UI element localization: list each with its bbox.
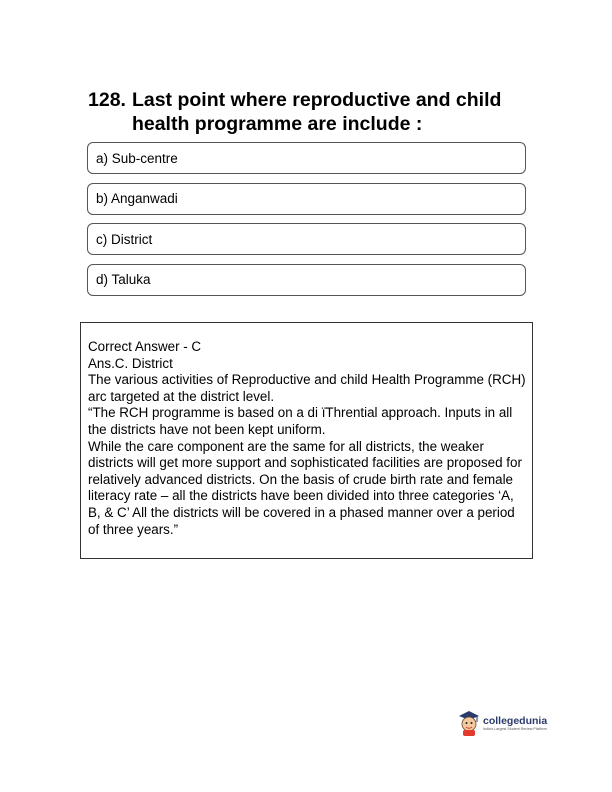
option-d[interactable] [87,264,526,296]
explanation-paragraph: “The RCH programme is based on a di ïThrential approach. Inputs in all the districts have not been kept uniform. [88,405,513,437]
option-label: b) Anganwadi [96,191,178,206]
answer-line: Ans.C. District [88,355,173,371]
option-b[interactable] [87,183,526,215]
options-list [87,142,526,304]
question-number: 128. [88,89,126,111]
question-title [88,88,528,136]
option-c[interactable] [87,223,526,255]
option-label: d) Taluka [96,272,151,287]
mascot-icon [458,710,480,736]
answer-explanation-box [80,322,533,559]
logo-tagline: India's Largest Student Review Platform [483,726,547,731]
option-label: c) District [96,231,153,247]
option-a[interactable] [87,142,526,174]
collegedunia-logo [458,708,573,738]
option-label: a) Sub-centre [96,150,178,166]
question-text: Last point where reproductive and child health programme are include : [131,89,502,135]
correct-answer-line: Correct Answer - C [88,339,202,354]
explanation-paragraph: The various activities of Reproductive and child Health Programme (RCH) arc targeted at the district level. [88,372,526,404]
explanation-paragraph: While the care component are the same for all districts, the weaker districts will get more support and sophisticated facilities are proposed for relatively advanced districts. On the basis of crude birth rate and female literacy rate – all the districts have been divided into three categories ‘A, B, & C’ All the districts will be covered in a phased manner over a period of three years.” [88,438,522,537]
logo-name: collegedunia [483,714,548,727]
